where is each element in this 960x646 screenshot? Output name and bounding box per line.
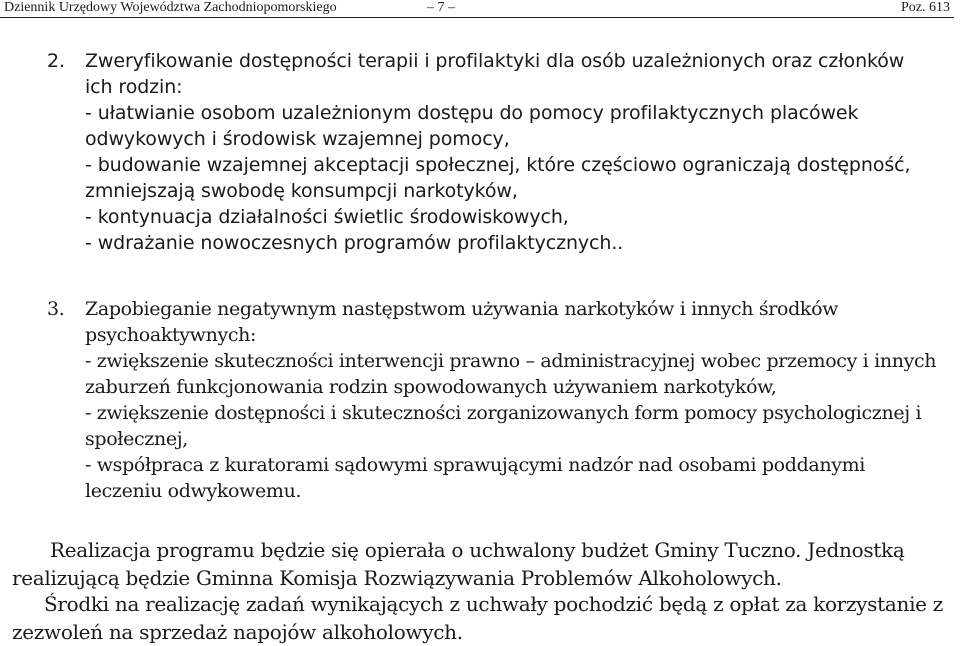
paragraph-line: realizującą będzie Gminna Komisja Rozwiązywania Problemów Alkoholowych.: [12, 566, 782, 590]
section-line: - zwiększenie skuteczności interwencji prawno – administracyjnej wobec przemocy i innych: [85, 350, 937, 372]
paragraph-line: zezwoleń na sprzedaż napojów alkoholowych.: [12, 620, 463, 644]
section-line: - budowanie wzajemnej akceptacji społecznej, które częściowo ograniczają dostępność,: [85, 154, 911, 176]
section-line: odwykowych i środowisk wzajemnej pomocy,: [85, 128, 510, 150]
section-line: zmniejszają swobodę konsumpcji narkotyków,: [85, 180, 518, 202]
section-line: - zwiększenie dostępności i skuteczności zorganizowanych form pomocy psychologicznej i: [85, 402, 922, 424]
budget-paragraph: [0, 536, 960, 592]
section-line: społecznej,: [85, 428, 188, 450]
section-2: [47, 48, 955, 256]
section-line: - ułatwianie osobom uzależnionym dostępu do pomocy profilaktycznych placówek: [85, 102, 859, 124]
section-line: - współpraca z kuratorami sądowymi sprawującymi nadzór nad osobami poddanymi: [85, 454, 866, 476]
section-number: 2.: [47, 50, 65, 72]
paragraph-line: Środki na realizację zadań wynikających z uchwały pochodzić będą z opłat za korzystanie z: [44, 592, 944, 616]
section-line: - kontynuacja działalności świetlic środowiskowych,: [85, 206, 569, 228]
section-number: 3.: [47, 298, 65, 320]
page-header: [0, 0, 960, 16]
position-number: Poz. 613: [901, 0, 950, 15]
section-3: [47, 296, 955, 504]
journal-title: Dziennik Urzędowy Województwa Zachodniopomorskiego: [4, 0, 337, 15]
section-line: - wdrażanie nowoczesnych programów profilaktycznych..: [85, 232, 624, 254]
page-number: – 7 –: [427, 0, 455, 15]
section-line: ich rodzin:: [85, 76, 183, 98]
section-line: Zweryfikowanie dostępności terapii i profilaktyki dla osób uzależnionych oraz członków: [85, 50, 905, 72]
paragraph-line: Realizacja programu będzie się opierała o uchwalony budżet Gminy Tuczno. Jednostką: [50, 538, 905, 562]
section-line: psychoaktywnych:: [85, 324, 257, 346]
funding-paragraph: [0, 590, 960, 646]
section-line: leczeniu odwykowemu.: [85, 480, 302, 502]
section-line: Zapobieganie negatywnym następstwom używania narkotyków i innych środków: [85, 298, 839, 320]
section-line: zaburzeń funkcjonowania rodzin spowodowanych używaniem narkotyków,: [85, 376, 777, 398]
header-divider: [0, 17, 954, 18]
